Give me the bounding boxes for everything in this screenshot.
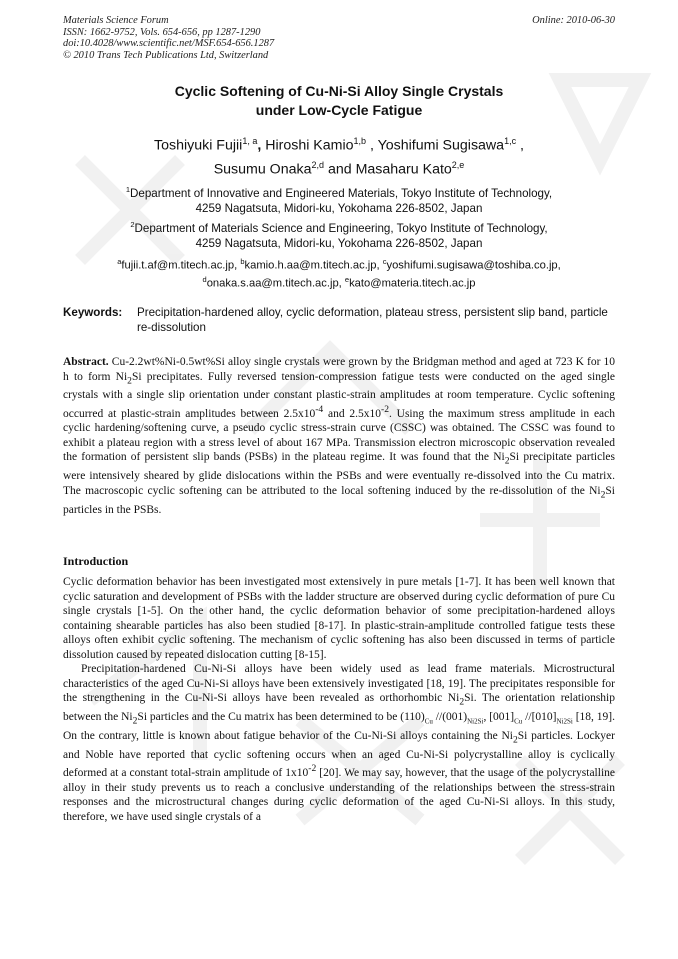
author-list bbox=[63, 132, 615, 179]
keywords-text: Precipitation-hardened alloy, cyclic deformation, plateau stress, persistent slip band, particle re-dissolution bbox=[137, 306, 608, 334]
email-link[interactable]: kamio.h.aa@m.titech.ac.jp, bbox=[244, 259, 380, 272]
title-line-1: Cyclic Softening of Cu-Ni-Si Alloy Single Crystals bbox=[174, 83, 504, 99]
abstract-section: Abstract. Cu-2.2wt%Ni-0.5wt%Si alloy single crystals were grown by the Bridgman method and aged at 723 K for 10 h to form $Ni_2Si$ precipitates. Fully reversed tension-compression fatigue tests were conducted on the aged single crystals with a single slip orientation under constant plastic-strain amplitudes at room temperature. Cyclic softening occurred at plastic-strain amplitudes between $2.5x10^{-4}$ and $2.5x10^{-2}$. Using the maximum stress amplitude in each cyclic hardening/softening curve, a pseudo cyclic stress-strain curve (CSSC) was obtained. The CSSC was found to exhibit a plateau region with a stress level of about 167 MPa. Transmission electron microscopic observation revealed the formation of persistent slip bands (PSBs) in the plateau regime. It was found that the $Ni_2Si$ precipitate particles were intensively sheared by glide dislocations within the PSBs and were eventually re-dissolved into the Cu matrix. The macroscopic cyclic softening can be attributed to the local softening induced by the re-dissolution of the $Ni_2Si$ particles in the PSBs. bbox=[63, 356, 616, 516]
keywords-label: Keywords: bbox=[63, 306, 123, 319]
doi-line: doi:10.4028/www.scientific.net/MSF.654-656.1287 bbox=[63, 38, 275, 50]
intro-paragraph-2: Precipitation-hardened Cu-Ni-Si alloys have been widely used as lead frame materials. Microstructural characteristics of the aged Cu-Ni-Si alloys have been extensively investigated [18, 19]. The precipitates responsible for the strengthening in the Cu-Ni-Si alloys have been revealed as orthorhombic $Ni_2Si$. The orientation relationship between the $Ni_2Si$ particles and the Cu matrix has been determined to be $(110)_{Cu}$ $//(001)_{Ni2Si}$, $[001]_{Cu}$ $//[010]_{Ni2Si}$ [18, 19]. On the contrary, little is known about fatigue behavior of the Cu-Ni-Si alloys containing the $Ni_2Si$ particles. Lockyer and Noble have reported that cyclic softening occurs when an aged Cu-Ni-Si polycrystalline alloy is cyclically deformed at a constant total-strain amplitude of $1x10^{-2}$ [20]. We may say, however, that the usage of the polycrystalline alloy in their study prevents us to reach a conclusive understanding of the relationships between the stress-strain responses and the microstructural changes during cyclic deformation of the aged Cu-Ni-Si alloys. In this study, therefore, we have used single crystals of a bbox=[63, 663, 615, 823]
email-line-1: $^a$fujii.t.af@m.titech.ac.jp, $^b$kamio.h.aa@m.titech.ac.jp, $^c$yoshifumi.sugisawa@toshiba.co.jp, bbox=[117, 257, 561, 272]
email-link[interactable]: onaka.s.aa@m.titech.ac.jp, bbox=[206, 278, 342, 291]
journal-header bbox=[63, 15, 274, 61]
email-link[interactable]: fujii.t.af@m.titech.ac.jp, bbox=[121, 259, 238, 272]
introduction-heading: Introduction bbox=[63, 554, 129, 568]
issn-line: ISSN: 1662-9752, Vols. 654-656, pp 1287-1290 bbox=[63, 26, 261, 38]
abstract-label: Abstract. bbox=[63, 356, 109, 368]
title-line-2: under Low-Cycle Fatigue bbox=[255, 101, 423, 118]
keywords-section bbox=[63, 305, 615, 335]
author-affil-mark: 2,d bbox=[311, 159, 324, 170]
author-line-2 bbox=[63, 156, 615, 180]
affiliation-2-address: 4259 Nagatsuta, Midori-ku, Yokohama 226-8502, Japan bbox=[195, 237, 483, 251]
author-conjunction: and bbox=[327, 161, 352, 178]
author-affil-mark: 1, a bbox=[242, 136, 258, 146]
paper-title bbox=[63, 82, 615, 119]
author-name: Susumu Onaka bbox=[213, 161, 312, 178]
author-affil-mark: 1,b bbox=[353, 136, 367, 146]
author-name: Hiroshi Kamio bbox=[265, 137, 354, 154]
online-date: Online: 2010-06-30 bbox=[532, 15, 615, 26]
intro-paragraph-1: Cyclic deformation behavior has been investigated most extensively in pure metals [1-7]. It has been well known that cyclic saturation and development of PSBs with the ladder structure are observed during cyclic deformation of pure Cu single crystals [1-5]. On the other hand, the cyclic deformation behavior of some precipitation-hardened alloys containing shearable particles has also been studied [8-17]. In plastic-strain-amplitude controlled fatigue tests these alloys often exhibit cyclic softening. The mechanism of cyclic softening has also been discussed in terms of particle dissolution caused by repeated dislocation cutting [8-15]. bbox=[63, 576, 615, 661]
author-affil-mark: 2,e bbox=[451, 159, 465, 170]
affiliation-1-address: 4259 Nagatsuta, Midori-ku, Yokohama 226-8502, Japan bbox=[195, 202, 483, 216]
affiliations bbox=[63, 182, 615, 252]
introduction-body bbox=[63, 575, 615, 824]
affiliation-1: $^1$Department of Innovative and Engineered Materials, Tokyo Institute of Technology, bbox=[125, 185, 553, 200]
author-name: Yoshifumi Sugisawa bbox=[377, 137, 505, 154]
author-line-1: Toshiyuki Fujii$^{1, a}$, Hiroshi Kamio$^{1,b}$ , Yoshifumi Sugisawa$^{1,c}$ , bbox=[154, 136, 524, 154]
author-affil-mark: 1,c bbox=[504, 136, 517, 146]
author-name: Masaharu Kato bbox=[355, 161, 452, 178]
affiliation-2: $^2$Department of Materials Science and Engineering, Tokyo Institute of Technology, bbox=[130, 219, 548, 235]
journal-name: Materials Science Forum bbox=[63, 15, 169, 26]
email-link[interactable]: kato@materia.titech.ac.jp bbox=[349, 278, 476, 291]
author-name: Toshiyuki Fujii bbox=[154, 137, 243, 154]
email-link[interactable]: yoshifumi.sugisawa@toshiba.co.jp, bbox=[386, 259, 561, 272]
email-list bbox=[63, 255, 615, 292]
email-line-2: $^d$onaka.s.aa@m.titech.ac.jp, $^e$kato@materia.titech.ac.jp bbox=[202, 275, 476, 291]
copyright-line: © 2010 Trans Tech Publications Ltd, Switzerland bbox=[63, 49, 269, 61]
